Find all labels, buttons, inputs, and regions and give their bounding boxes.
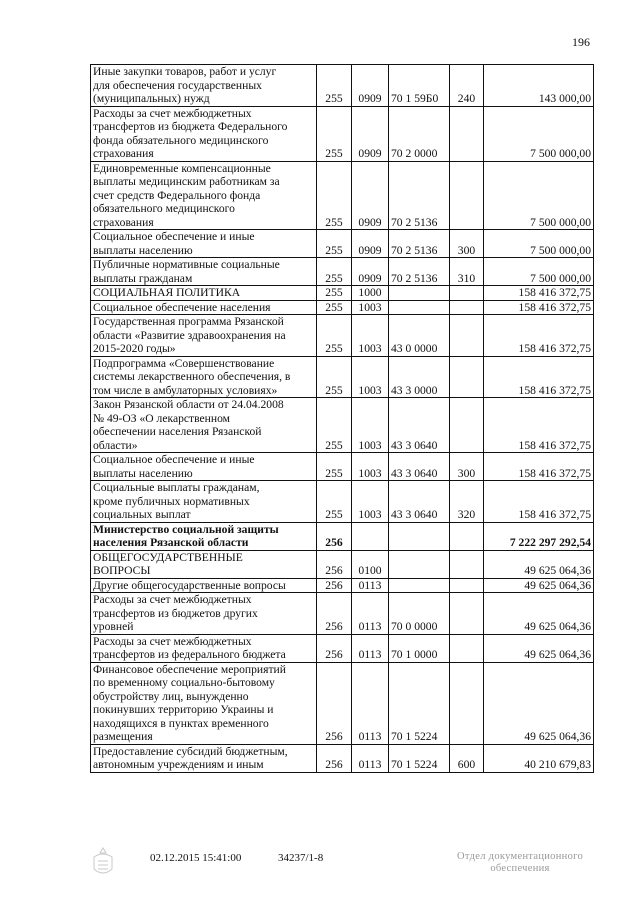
row-sum-cell: 7 500 000,00	[484, 230, 594, 258]
row-sum-cell: 7 222 297 292,54	[484, 522, 594, 550]
row-csr-cell: 70 2 5136	[389, 230, 450, 258]
row-name-text: СОЦИАЛЬНАЯ ПОЛИТИКА	[93, 286, 241, 299]
table-row	[91, 230, 594, 258]
row-sum-cell: 49 625 064,36	[484, 593, 594, 635]
row-sum-cell: 49 625 064,36	[484, 662, 594, 744]
row-csr-cell	[389, 550, 450, 578]
row-name-cell	[91, 106, 317, 161]
row-code-cell: 256	[317, 634, 352, 662]
row-csr-cell: 70 1 5224	[389, 662, 450, 744]
row-vr-cell	[450, 286, 484, 301]
row-code-cell: 255	[317, 300, 352, 315]
row-csr-cell: 70 2 0000	[389, 106, 450, 161]
row-sum-cell: 158 416 372,75	[484, 286, 594, 301]
row-code-cell: 255	[317, 315, 352, 357]
row-code-cell: 255	[317, 453, 352, 481]
row-vr-cell	[450, 634, 484, 662]
row-name-cell	[91, 230, 317, 258]
row-section-cell: 1003	[352, 481, 389, 523]
row-csr-cell	[389, 522, 450, 550]
row-code-cell: 256	[317, 578, 352, 593]
table-row	[91, 356, 594, 398]
table-row	[91, 258, 594, 286]
row-sum-cell: 7 500 000,00	[484, 258, 594, 286]
row-name-cell	[91, 593, 317, 635]
row-name-cell	[91, 286, 317, 301]
row-name-text: Финансовое обеспечение мероприятий по временному социально-бытовому обустройству лиц, вынужденно покинувших территорию Украины и находящихся в пунктах временного размещения	[93, 662, 286, 743]
row-section-cell: 0113	[352, 593, 389, 635]
row-sum-cell: 40 210 679,83	[484, 744, 594, 772]
row-section-cell: 0113	[352, 578, 389, 593]
page-number: 196	[572, 35, 590, 49]
row-vr-cell: 600	[450, 744, 484, 772]
row-name-cell	[91, 522, 317, 550]
row-csr-cell: 43 0 0000	[389, 315, 450, 357]
row-name-text: Единовременные компенсационные выплаты медицинским работникам за счет средств Федерального фонда обязательного медицинского страхования	[93, 161, 280, 229]
row-vr-cell: 240	[450, 65, 484, 107]
row-section-cell: 0909	[352, 258, 389, 286]
row-section-cell: 1003	[352, 315, 389, 357]
row-name-text: Предоставление субсидий бюджетным, автономным учреждениям и иным	[93, 744, 288, 771]
row-name-text: Другие общегосударственные вопросы	[93, 578, 286, 592]
row-code-cell: 255	[317, 230, 352, 258]
row-csr-cell	[389, 300, 450, 315]
row-section-cell: 1000	[352, 286, 389, 301]
row-code-cell: 256	[317, 744, 352, 772]
row-sum-cell: 49 625 064,36	[484, 634, 594, 662]
row-csr-cell	[389, 286, 450, 301]
stamp-line-1: Отдел документационного	[456, 851, 584, 862]
row-name-cell	[91, 578, 317, 593]
row-code-cell: 255	[317, 481, 352, 523]
row-sum-cell: 158 416 372,75	[484, 481, 594, 523]
row-code-cell: 255	[317, 398, 352, 453]
row-name-cell	[91, 65, 317, 107]
row-name-text: Расходы за счет межбюджетных трансфертов из бюджета Федерального фонда обязательного медицинского страхования	[93, 106, 288, 160]
row-csr-cell: 70 2 5136	[389, 258, 450, 286]
row-vr-cell	[450, 593, 484, 635]
row-csr-cell: 70 2 5136	[389, 161, 450, 230]
row-sum-cell: 158 416 372,75	[484, 398, 594, 453]
budget-table-body	[91, 65, 594, 773]
row-name-text: Расходы за счет межбюджетных трансфертов из бюджетов других уровней	[93, 593, 258, 633]
table-row	[91, 398, 594, 453]
row-sum-cell: 158 416 372,75	[484, 300, 594, 315]
row-name-text: Министерство социальной защиты населения Рязанской области	[93, 522, 279, 549]
row-sum-cell: 158 416 372,75	[484, 453, 594, 481]
row-section-cell: 1003	[352, 398, 389, 453]
row-csr-cell: 43 3 0000	[389, 356, 450, 398]
row-vr-cell	[450, 398, 484, 453]
row-vr-cell	[450, 356, 484, 398]
table-row	[91, 453, 594, 481]
row-csr-cell: 43 3 0640	[389, 453, 450, 481]
row-section-cell: 1003	[352, 453, 389, 481]
row-name-cell	[91, 161, 317, 230]
table-row	[91, 65, 594, 107]
row-name-cell	[91, 550, 317, 578]
table-row	[91, 286, 594, 301]
row-code-cell: 256	[317, 662, 352, 744]
row-code-cell: 255	[317, 258, 352, 286]
row-csr-cell	[389, 578, 450, 593]
row-name-cell	[91, 662, 317, 744]
row-section-cell: 1003	[352, 356, 389, 398]
row-vr-cell: 300	[450, 453, 484, 481]
table-row	[91, 106, 594, 161]
row-name-cell	[91, 481, 317, 523]
row-name-text: Социальные выплаты гражданам, кроме публичных нормативных социальных выплат	[93, 481, 260, 521]
row-sum-cell: 7 500 000,00	[484, 106, 594, 161]
budget-table	[90, 64, 594, 773]
row-name-text: Государственная программа Рязанской области «Развитие здравоохранения на 2015-2020 годы»	[93, 315, 286, 355]
department-stamp	[445, 851, 595, 875]
row-section-cell: 0113	[352, 662, 389, 744]
row-name-cell	[91, 356, 317, 398]
row-name-text: Закон Рязанской области от 24.04.2008 № 49-ОЗ «О лекарственном обеспечении населения Рязанской области»	[93, 398, 284, 452]
table-row	[91, 300, 594, 315]
row-code-cell: 255	[317, 286, 352, 301]
row-csr-cell: 43 3 0640	[389, 481, 450, 523]
row-section-cell: 0113	[352, 634, 389, 662]
table-row	[91, 161, 594, 230]
footer-date: 02.12.2015 15:41:00	[150, 852, 242, 864]
row-name-text: Социальное обеспечение населения	[93, 300, 271, 314]
row-sum-cell: 49 625 064,36	[484, 550, 594, 578]
stamp-line-2: обеспечения	[490, 863, 550, 874]
row-section-cell: 1003	[352, 300, 389, 315]
row-vr-cell: 320	[450, 481, 484, 523]
row-code-cell: 255	[317, 356, 352, 398]
row-vr-cell	[450, 106, 484, 161]
row-name-text: Публичные нормативные социальные выплаты гражданам	[93, 258, 280, 285]
row-vr-cell: 310	[450, 258, 484, 286]
row-csr-cell: 70 1 0000	[389, 634, 450, 662]
table-row	[91, 481, 594, 523]
row-section-cell: 0909	[352, 65, 389, 107]
row-code-cell: 255	[317, 161, 352, 230]
table-row	[91, 662, 594, 744]
row-vr-cell	[450, 315, 484, 357]
table-row	[91, 744, 594, 772]
footer-doc-number: 34237/1-8	[278, 852, 324, 864]
row-section-cell: 0909	[352, 161, 389, 230]
row-csr-cell: 70 0 0000	[389, 593, 450, 635]
coat-of-arms-icon	[86, 845, 120, 879]
row-sum-cell: 49 625 064,36	[484, 578, 594, 593]
row-name-text: Социальное обеспечение и иные выплаты населению	[93, 453, 255, 480]
row-name-cell	[91, 398, 317, 453]
row-vr-cell	[450, 550, 484, 578]
row-name-text: ОБЩЕГОСУДАРСТВЕННЫЕ ВОПРОСЫ	[93, 550, 243, 577]
row-csr-cell: 70 1 59Б0	[389, 65, 450, 107]
row-vr-cell: 300	[450, 230, 484, 258]
row-vr-cell	[450, 161, 484, 230]
row-code-cell: 256	[317, 593, 352, 635]
row-vr-cell	[450, 578, 484, 593]
row-name-cell	[91, 258, 317, 286]
row-name-text: Социальное обеспечение и иные выплаты населению	[93, 230, 255, 257]
table-row	[91, 550, 594, 578]
row-section-cell: 0909	[352, 106, 389, 161]
row-sum-cell: 158 416 372,75	[484, 356, 594, 398]
row-sum-cell: 158 416 372,75	[484, 315, 594, 357]
row-vr-cell	[450, 300, 484, 315]
row-name-cell	[91, 453, 317, 481]
table-row	[91, 315, 594, 357]
table-row	[91, 634, 594, 662]
row-code-cell: 256	[317, 550, 352, 578]
row-code-cell: 255	[317, 65, 352, 107]
row-csr-cell: 43 3 0640	[389, 398, 450, 453]
row-name-text: Подпрограмма «Совершенствование системы лекарственного обеспечения, в том числе в амбулаторных условиях»	[93, 356, 291, 397]
row-csr-cell: 70 1 5224	[389, 744, 450, 772]
row-code-cell: 255	[317, 106, 352, 161]
row-section-cell: 0100	[352, 550, 389, 578]
row-name-text: Расходы за счет межбюджетных трансфертов из федерального бюджета	[93, 634, 286, 661]
row-name-cell	[91, 315, 317, 357]
row-sum-cell: 7 500 000,00	[484, 161, 594, 230]
row-vr-cell	[450, 522, 484, 550]
row-name-cell	[91, 300, 317, 315]
table-row	[91, 578, 594, 593]
row-sum-cell: 143 000,00	[484, 65, 594, 107]
row-name-cell	[91, 744, 317, 772]
table-row	[91, 522, 594, 550]
row-section-cell: 0909	[352, 230, 389, 258]
row-vr-cell	[450, 662, 484, 744]
row-name-text: Иные закупки товаров, работ и услуг для обеспечения государственных (муниципальных) нужд	[93, 65, 277, 105]
table-row	[91, 593, 594, 635]
row-name-cell	[91, 634, 317, 662]
row-section-cell: 0113	[352, 744, 389, 772]
row-code-cell: 256	[317, 522, 352, 550]
row-section-cell	[352, 522, 389, 550]
